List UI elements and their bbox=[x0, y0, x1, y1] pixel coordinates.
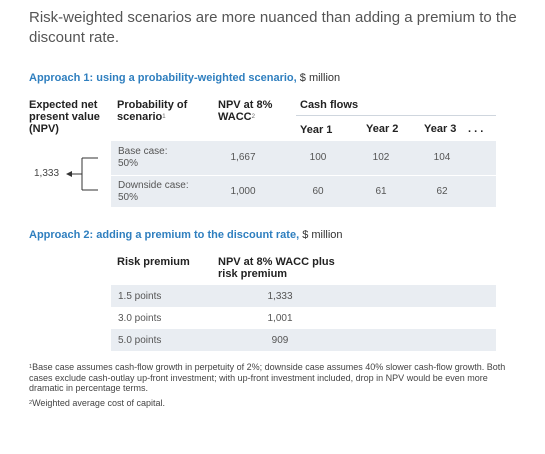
premium-npv-1: 1,333 bbox=[267, 291, 293, 302]
footnote-marker-1: 1 bbox=[162, 114, 166, 120]
footnote-2 bbox=[29, 398, 509, 409]
col-probability bbox=[117, 99, 207, 123]
footnote-mark-1: 1 bbox=[29, 364, 33, 370]
approach2-title bbox=[29, 229, 343, 241]
premium-npv-3: 909 bbox=[271, 335, 289, 346]
approach2-title-unit: $ million bbox=[299, 229, 343, 241]
base-case-npv: 1,667 bbox=[230, 152, 256, 163]
col-year2: Year 2 bbox=[366, 123, 399, 135]
col-npv-premium: NPV at 8% WACC plus risk premium bbox=[218, 256, 335, 280]
downside-case-year1: 60 bbox=[312, 186, 324, 197]
col-risk-premium: Risk premium bbox=[117, 256, 190, 268]
headline: Risk-weighted scenarios are more nuanced than adding a premium to the discount rate. bbox=[29, 9, 517, 46]
col-npv-8 bbox=[218, 99, 288, 123]
downside-case-npv: 1,000 bbox=[230, 186, 256, 197]
col-year1: Year 1 bbox=[300, 124, 333, 136]
downside-case-label: Downside case: bbox=[118, 180, 189, 191]
premium-row-2: 3.0 points bbox=[118, 313, 162, 324]
base-case-year2: 102 bbox=[372, 152, 390, 163]
row-divider bbox=[111, 175, 496, 176]
cash-flows-rule bbox=[296, 115, 496, 116]
expected-npv-value: 1,333 bbox=[34, 168, 60, 179]
col-expected-npv: Expected net present value (NPV) bbox=[29, 99, 100, 135]
approach1-title-bold: Approach 1: using a probability-weighted scenario, bbox=[29, 72, 297, 84]
col-cash-flows: Cash flows bbox=[300, 99, 359, 111]
col-year3: Year 3 bbox=[424, 123, 457, 135]
footnote-1-text: Base case assumes cash-flow growth in perpetuity of 2%; downside case assumes 40% slower cash-flow growth. Both cases exclude cash-outlay up-front investment; with up-front investment included, drop in NPV would be even more dramatic in percentage terms. bbox=[29, 362, 506, 393]
approach2-title-bold: Approach 2: adding a premium to the discount rate, bbox=[29, 229, 300, 241]
bracket-connector bbox=[64, 155, 112, 195]
col-npv-8-label: NPV at 8% WACC bbox=[218, 99, 273, 123]
base-case-year3: 104 bbox=[433, 152, 451, 163]
downside-case-pct: 50% bbox=[118, 192, 139, 203]
arrow-left-icon bbox=[66, 171, 72, 177]
base-case-label: Base case: bbox=[118, 146, 168, 157]
downside-case-year2: 61 bbox=[375, 186, 387, 197]
footnote-1 bbox=[29, 362, 509, 394]
base-case-pct: 50% bbox=[118, 158, 139, 169]
footnote-marker-2: 2 bbox=[251, 114, 255, 120]
footnote-mark-2: 2 bbox=[29, 400, 33, 406]
downside-case-year3: 62 bbox=[436, 186, 448, 197]
premium-row-3: 5.0 points bbox=[118, 335, 162, 346]
approach1-title-unit: $ million bbox=[296, 72, 341, 84]
col-ellipsis: . . . bbox=[468, 123, 484, 135]
approach1-title bbox=[29, 72, 340, 84]
footnote-2-text: Weighted average cost of capital. bbox=[32, 398, 165, 408]
premium-row-1: 1.5 points bbox=[118, 291, 162, 302]
col-probability-label: Probability of scenario bbox=[117, 99, 188, 123]
base-case-year1: 100 bbox=[309, 152, 327, 163]
premium-npv-2: 1,001 bbox=[267, 313, 293, 324]
